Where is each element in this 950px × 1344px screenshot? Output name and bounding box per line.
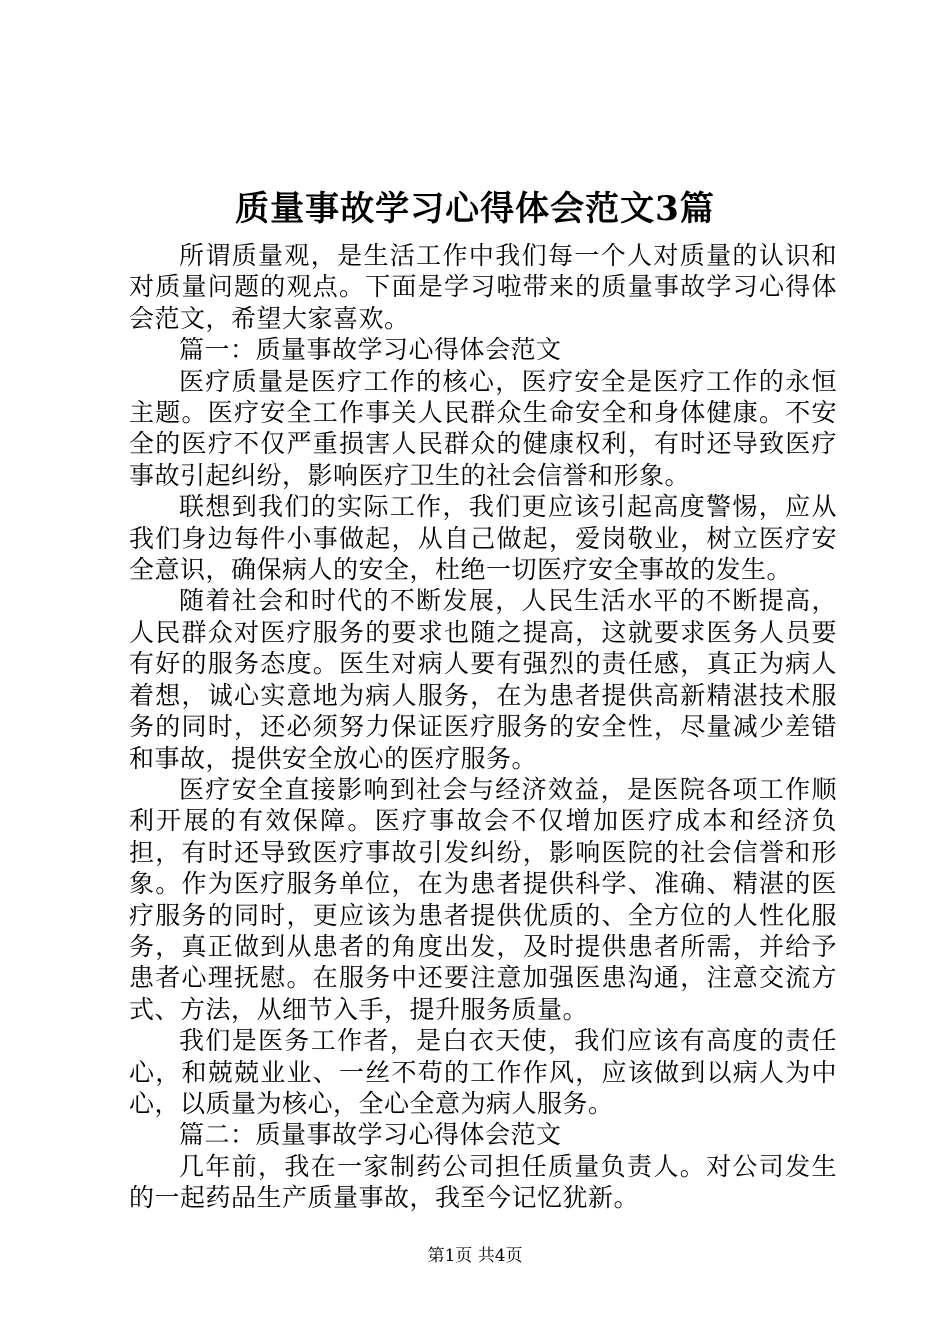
paragraph: 联想到我们的实际工作，我们更应该引起高度警惕，应从我们身边每件小事做起，从自己做起，爱岗敬业，树立医疗安全意识，确保病人的安全，杜绝一切医疗安全事故的发生。 <box>129 492 837 585</box>
document-title: 质量事故学习心得体会范文3篇 <box>235 189 715 229</box>
paragraph-intro: 所谓质量观，是生活工作中我们每一个人对质量的认识和对质量问题的观点。下面是学习啦带来的质量事故学习心得体会范文，希望大家喜欢。 <box>129 241 837 333</box>
section-heading-2: 篇二：质量事故学习心得体会范文 <box>179 1120 562 1150</box>
paragraph: 几年前，我在一家制药公司担任质量负责人。对公司发生的一起药品生产质量事故，我至今记忆犹新。 <box>129 1151 837 1213</box>
document-body <box>129 240 837 1214</box>
paragraph: 医疗质量是医疗工作的核心，医疗安全是医疗工作的永恒主题。医疗安全工作事关人民群众生命安全和身体健康。不安全的医疗不仅严重损害人民群众的健康权利，有时还导致医疗事故引起纠纷，影响医疗卫生的社会信誉和形象。 <box>129 366 837 490</box>
paragraph: 医疗安全直接影响到社会与经济效益，是医院各项工作顺利开展的有效保障。医疗事故会不仅增加医疗成本和经济负担，有时还导致医疗事故引发纠纷，影响医院的社会信誉和形象。作为医疗服务单位，在为患者提供科学、准确、精湛的医疗服务的同时，更应该为患者提供优质的、全方位的人性化服务，真正做到从患者的角度出发，及时提供患者所需，并给予患者心理抚慰。在服务中还要注意加强医患沟通，注意交流方式、方法，从细节入手，提升服务质量。 <box>129 774 837 1024</box>
paragraph: 我们是医务工作者，是白衣天使，我们应该有高度的责任心，和兢兢业业、一丝不苟的工作作风，应该做到以病人为中心，以质量为核心，全心全意为病人服务。 <box>129 1026 837 1118</box>
section-heading-1: 篇一：质量事故学习心得体会范文 <box>179 335 562 365</box>
paragraph: 随着社会和时代的不断发展，人民生活水平的不断提高，人民群众对医疗服务的要求也随之提高，这就要求医务人员要有好的服务态度。医生对病人要有强烈的责任感，真正为病人着想，诚心实意地为病人服务，在为患者提供高新精湛技术服务的同时，还必须努力保证医疗服务的安全性，尽量减少差错和事故，提供安全放心的医疗服务。 <box>129 586 837 773</box>
page-number-footer: 第1页 共4页 <box>427 1246 523 1266</box>
